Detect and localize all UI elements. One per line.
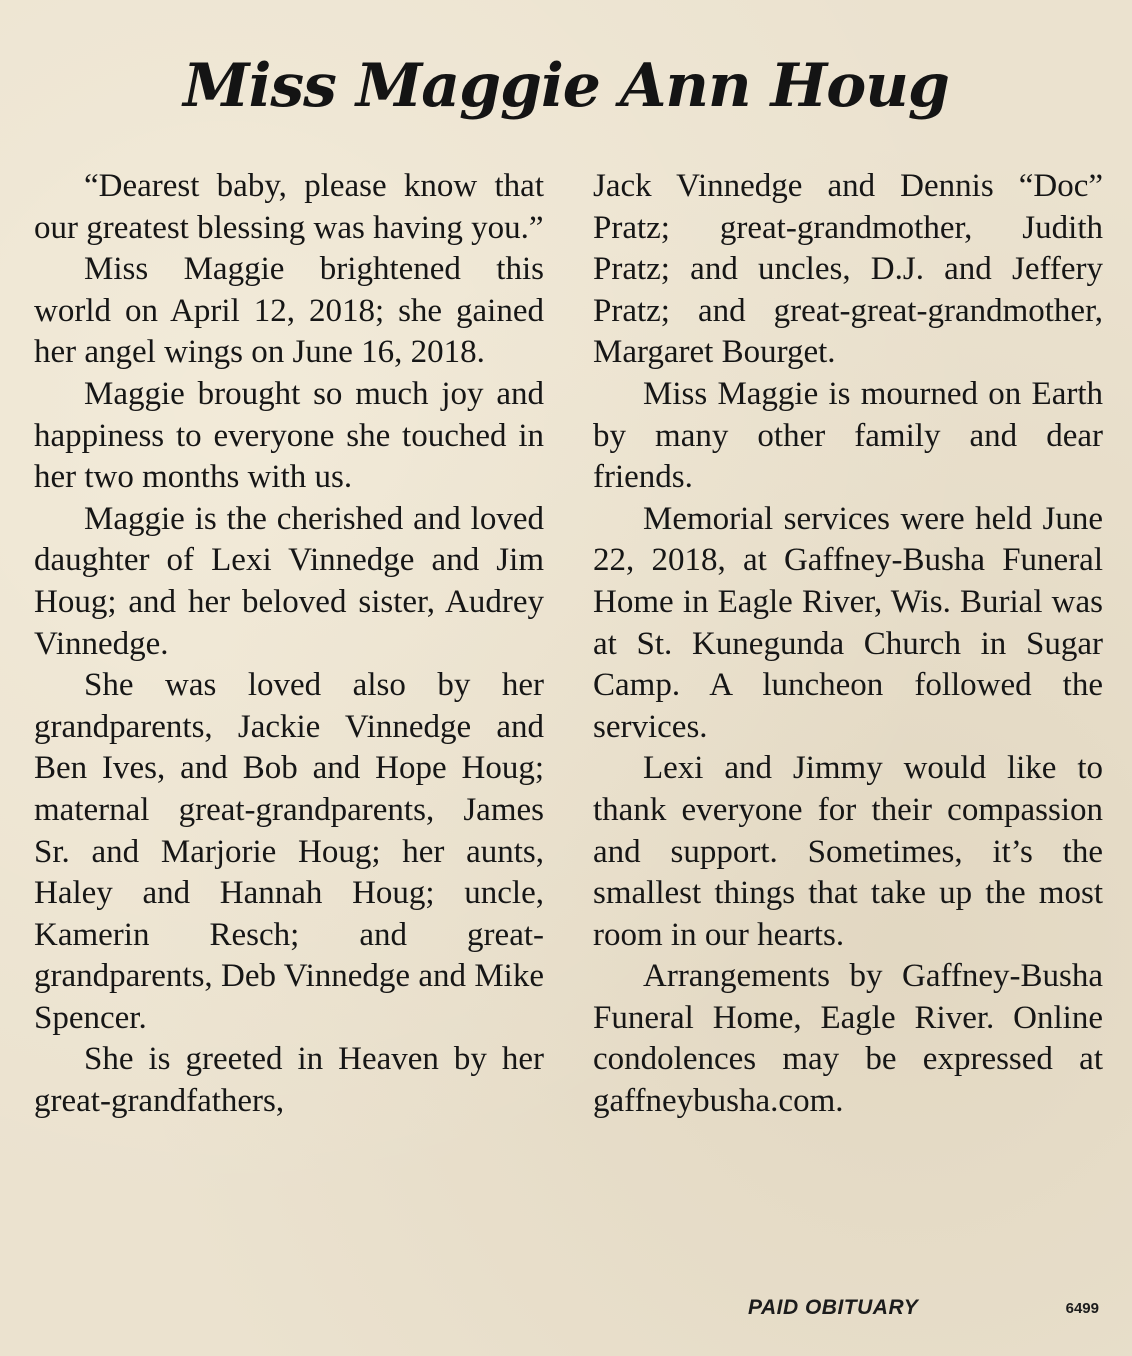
paragraph-quote: “Dearest baby, please know that our greatest blessing was having you.” xyxy=(34,168,544,246)
left-column xyxy=(34,166,544,1123)
paragraph-relatives: She was loved also by her grandparents, Jackie Vinnedge and Ben Ives, and Bob and Hope Houg; maternal great-grandparents, James Sr. and Marjorie Houg; her aunts, Haley and Hannah Houg; uncle, Kamerin Resch; and great-grandparents, Deb Vinnedge and Mike Spencer. xyxy=(34,667,544,1036)
paragraph-thanks: Lexi and Jimmy would like to thank everyone for their compassion and support. Sometimes, it’s the smallest things that take up the most room in our hearts. xyxy=(593,750,1103,953)
paragraph-parents: Maggie is the cherished and loved daughter of Lexi Vinnedge and Jim Houg; and her beloved sister, Audrey Vinnedge. xyxy=(34,500,544,662)
paragraph-mourned: Miss Maggie is mourned on Earth by many other family and dear friends. xyxy=(593,375,1103,496)
paragraph-joy: Maggie brought so much joy and happiness to everyone she touched in her two months with us. xyxy=(34,375,544,496)
paragraph-greeted: She is greeted in Heaven by her great-grandfathers, xyxy=(34,1041,544,1120)
ad-code: 6499 xyxy=(1065,1300,1099,1317)
paragraph-continuation: Jack Vinnedge and Dennis “Doc” Pratz; great-grandmother, Judith Pratz; and uncles, D.J. and Jeffery Pratz; and great-great-grandmother, Margaret Bourget. xyxy=(593,168,1103,371)
paragraph-services: Memorial services were held June 22, 2018, at Gaffney-Busha Funeral Home in Eagle River, Wis. Burial was at St. Kunegunda Church in Sugar Camp. A luncheon followed the services. xyxy=(593,500,1103,745)
paragraph-dates: Miss Maggie brightened this world on April 12, 2018; she gained her angel wings on June 16, 2018. xyxy=(34,251,544,371)
right-column xyxy=(593,166,1103,1123)
obituary-title: Miss Maggie Ann Houg xyxy=(183,51,949,121)
paid-obituary-label: PAID OBITUARY xyxy=(748,1296,919,1319)
paragraph-arrangements: Arrangements by Gaffney-Busha Funeral Home, Eagle River. Online condolences may be expressed at gaffneybusha.com. xyxy=(593,958,1103,1120)
footer xyxy=(593,1296,1103,1326)
